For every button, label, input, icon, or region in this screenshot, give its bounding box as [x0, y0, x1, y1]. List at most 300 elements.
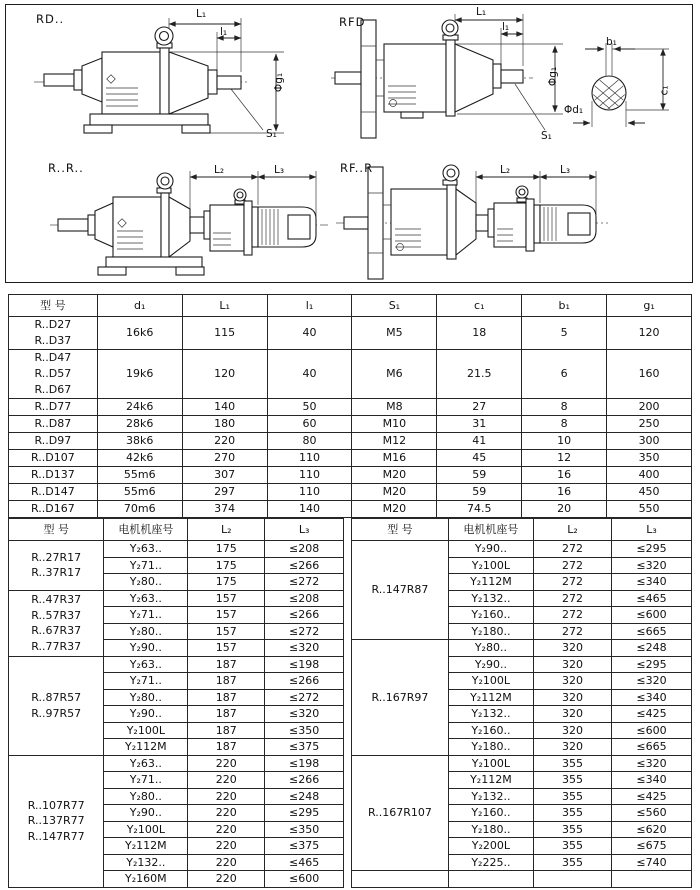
value-cell: 31: [437, 416, 522, 433]
value-cell: 270: [182, 450, 267, 467]
value-cell: 320: [533, 689, 611, 706]
value-cell: 40: [267, 317, 352, 350]
value-cell: ≤320: [265, 640, 344, 657]
value-cell: 115: [182, 317, 267, 350]
motor-table-left: [8, 518, 344, 888]
value-cell: Y₂100L: [448, 673, 533, 690]
value-cell: 355: [533, 788, 611, 805]
value-cell: 187: [188, 656, 265, 673]
rfd-dim-S1: S₁: [541, 130, 552, 142]
rd-dim-l1: l₁: [220, 26, 228, 38]
model-label: R..87R57: [31, 691, 82, 704]
value-cell: 320: [533, 739, 611, 756]
rfr-input-shaft: [344, 217, 368, 229]
column-header: L₂: [188, 519, 265, 541]
value-cell: ≤375: [265, 739, 344, 756]
value-cell: 55m6: [97, 484, 182, 501]
value-cell: 160: [607, 350, 692, 399]
model-cell: [9, 416, 98, 433]
model-cell: [9, 501, 98, 518]
rd-dim-g1: Φg₁: [273, 72, 286, 93]
shaft-section-circle: [592, 76, 626, 110]
value-cell: 140: [182, 399, 267, 416]
value-cell: ≤295: [612, 541, 692, 558]
table-row: [352, 640, 692, 657]
value-cell: Y₂200L: [448, 838, 533, 855]
value-cell: 157: [188, 590, 265, 607]
value-cell: Y₂90..: [104, 706, 188, 723]
value-cell: Y₂112M: [448, 574, 533, 591]
value-cell: [448, 871, 533, 888]
value-cell: Y₂71..: [104, 673, 188, 690]
value-cell: 70m6: [97, 501, 182, 518]
value-cell: 320: [533, 722, 611, 739]
value-cell: ≤665: [612, 623, 692, 640]
shaft-section-drawing: [561, 35, 691, 140]
value-cell: 272: [533, 607, 611, 624]
value-cell: Y₂100L: [448, 557, 533, 574]
table-row: [9, 399, 692, 416]
model-label: R..107R77: [27, 798, 85, 812]
column-header: l₁: [267, 295, 352, 317]
value-cell: 38k6: [97, 433, 182, 450]
value-cell: 120: [607, 317, 692, 350]
header-row: [9, 295, 692, 317]
value-cell: ≤340: [612, 772, 692, 789]
column-header: L₁: [182, 295, 267, 317]
value-cell: 175: [188, 557, 265, 574]
header-row: [9, 519, 344, 541]
value-cell: ≤272: [265, 623, 344, 640]
value-cell: Y₂132..: [448, 706, 533, 723]
value-cell: Y₂132..: [104, 854, 188, 871]
model-cell: [9, 350, 98, 399]
model-label: R..D27: [34, 318, 72, 331]
value-cell: ≤208: [265, 541, 344, 558]
value-cell: ≤675: [612, 838, 692, 855]
value-cell: Y₂112M: [448, 772, 533, 789]
value-cell: Y₂63..: [104, 656, 188, 673]
value-cell: Y₂160..: [448, 805, 533, 822]
table-row: [9, 350, 692, 399]
value-cell: ≤620: [612, 821, 692, 838]
rfd-gear-body: [384, 44, 446, 112]
table-row: [9, 317, 692, 350]
value-cell: ≤465: [612, 590, 692, 607]
value-cell: 175: [188, 574, 265, 591]
rfd-title: RFD: [339, 15, 366, 29]
value-cell: 16k6: [97, 317, 182, 350]
value-cell: ≤600: [265, 871, 344, 888]
value-cell: Y₂112M: [104, 838, 188, 855]
rfr-dim-L2: L₂: [500, 164, 511, 176]
value-cell: 74.5: [437, 501, 522, 518]
value-cell: ≤465: [265, 854, 344, 871]
value-cell: 157: [188, 640, 265, 657]
rr-second-gear-body: [210, 205, 244, 251]
value-cell: 18: [437, 317, 522, 350]
value-cell: Y₂132..: [448, 590, 533, 607]
table-row: [9, 484, 692, 501]
value-cell: 272: [533, 541, 611, 558]
motor-table-right: [351, 518, 692, 888]
value-cell: 40: [267, 350, 352, 399]
value-cell: 120: [182, 350, 267, 399]
value-cell: Y₂90..: [104, 640, 188, 657]
value-cell: 19k6: [97, 350, 182, 399]
value-cell: 80: [267, 433, 352, 450]
value-cell: 59: [437, 467, 522, 484]
model-label: R..47R37: [31, 593, 82, 606]
value-cell: ≤320: [612, 557, 692, 574]
value-cell: 187: [188, 722, 265, 739]
value-cell: M5: [352, 317, 437, 350]
value-cell: 320: [533, 656, 611, 673]
model-label: R..37R17: [31, 566, 82, 580]
value-cell: 12: [522, 450, 607, 467]
model-label: R..D37: [34, 334, 72, 347]
value-cell: ≤320: [612, 673, 692, 690]
value-cell: 21.5: [437, 350, 522, 399]
column-header: 电机机座号: [448, 519, 533, 541]
value-cell: 157: [188, 623, 265, 640]
model-cell: [352, 640, 449, 756]
model-cell: [352, 871, 449, 888]
section-dim-c1: c₁: [658, 85, 671, 96]
value-cell: Y₂80..: [104, 689, 188, 706]
value-cell: 5: [522, 317, 607, 350]
value-cell: 41: [437, 433, 522, 450]
value-cell: Y₂132..: [448, 788, 533, 805]
value-cell: 220: [188, 805, 265, 822]
column-header: d₁: [97, 295, 182, 317]
model-label: R..D77: [34, 400, 72, 413]
model-cell: [9, 399, 98, 416]
value-cell: Y₂180..: [448, 739, 533, 756]
rfr-second-gear-body: [494, 203, 526, 247]
rfr-gear-body: [391, 189, 447, 255]
value-cell: 24k6: [97, 399, 182, 416]
value-cell: ≤600: [612, 722, 692, 739]
model-cell: [9, 484, 98, 501]
value-cell: Y₂90..: [448, 656, 533, 673]
value-cell: 355: [533, 755, 611, 772]
value-cell: 355: [533, 821, 611, 838]
value-cell: Y₂112M: [448, 689, 533, 706]
model-cell: [9, 755, 104, 887]
value-cell: 272: [533, 590, 611, 607]
value-cell: 42k6: [97, 450, 182, 467]
rfd-dim-g1: Φg₁: [547, 66, 560, 87]
value-cell: 550: [607, 501, 692, 518]
table-row: [352, 871, 692, 888]
model-label: R..167R97: [371, 690, 429, 704]
value-cell: ≤425: [612, 788, 692, 805]
table-row: [9, 416, 692, 433]
rfd-dim-l1: l₁: [502, 21, 510, 33]
model-label: R..D107: [31, 451, 75, 464]
value-cell: ≤248: [265, 788, 344, 805]
model-cell: [352, 755, 449, 871]
value-cell: 220: [188, 755, 265, 772]
value-cell: ≤340: [612, 574, 692, 591]
model-cell: [9, 450, 98, 467]
column-header: 型 号: [352, 519, 449, 541]
model-label: R..D67: [34, 383, 72, 396]
value-cell: ≤740: [612, 854, 692, 871]
value-cell: M20: [352, 501, 437, 518]
value-cell: ≤340: [612, 689, 692, 706]
model-label: R..D147: [31, 485, 75, 498]
value-cell: ≤208: [265, 590, 344, 607]
value-cell: 272: [533, 557, 611, 574]
value-cell: Y₂80..: [448, 640, 533, 657]
value-cell: ≤295: [612, 656, 692, 673]
value-cell: M20: [352, 484, 437, 501]
column-header: b₁: [522, 295, 607, 317]
value-cell: Y₂80..: [104, 574, 188, 591]
value-cell: 272: [533, 623, 611, 640]
model-label: R..D167: [31, 502, 75, 515]
model-cell: [9, 317, 98, 350]
value-cell: ≤272: [265, 689, 344, 706]
value-cell: 220: [188, 772, 265, 789]
value-cell: ≤665: [612, 739, 692, 756]
model-label: R..137R77: [27, 814, 85, 828]
rfd-dim-L1: L₁: [476, 6, 487, 18]
value-cell: Y₂160M: [104, 871, 188, 888]
model-label: R..77R37: [31, 639, 82, 653]
value-cell: Y₂63..: [104, 590, 188, 607]
rfd-flange: [361, 20, 376, 138]
value-cell: 300: [607, 433, 692, 450]
column-header: L₂: [533, 519, 611, 541]
value-cell: 320: [533, 673, 611, 690]
rfr-title: RF..R: [340, 161, 374, 175]
model-cell: [9, 590, 104, 656]
value-cell: Y₂180..: [448, 623, 533, 640]
value-cell: 400: [607, 467, 692, 484]
value-cell: 110: [267, 484, 352, 501]
value-cell: 355: [533, 772, 611, 789]
rr-dim-L2: L₂: [214, 164, 225, 176]
value-cell: 187: [188, 739, 265, 756]
value-cell: ≤320: [612, 755, 692, 772]
rfr-dim-L3: L₃: [560, 164, 571, 176]
model-label: R..D137: [31, 468, 75, 481]
value-cell: Y₂100L: [448, 755, 533, 772]
table-row: [9, 656, 344, 673]
value-cell: 355: [533, 805, 611, 822]
value-cell: ≤560: [612, 805, 692, 822]
model-cell: [9, 467, 98, 484]
value-cell: 297: [182, 484, 267, 501]
value-cell: ≤266: [265, 607, 344, 624]
value-cell: ≤266: [265, 772, 344, 789]
column-header: 电机机座号: [104, 519, 188, 541]
value-cell: M6: [352, 350, 437, 399]
value-cell: Y₂90..: [104, 805, 188, 822]
model-label: R..D87: [34, 417, 72, 430]
value-cell: 157: [188, 607, 265, 624]
table-row: [9, 501, 692, 518]
model-label: R..97R57: [31, 706, 82, 720]
model-label: R..D97: [34, 434, 72, 447]
model-cell: [9, 541, 104, 591]
rr-dim-L3: L₃: [274, 164, 285, 176]
value-cell: 175: [188, 541, 265, 558]
value-cell: 320: [533, 706, 611, 723]
value-cell: ≤266: [265, 557, 344, 574]
value-cell: ≤425: [612, 706, 692, 723]
model-cell: [9, 433, 98, 450]
value-cell: 60: [267, 416, 352, 433]
model-label: R..67R37: [31, 624, 82, 637]
table-row: [352, 755, 692, 772]
value-cell: 110: [267, 450, 352, 467]
value-cell: ≤600: [612, 607, 692, 624]
value-cell: 350: [607, 450, 692, 467]
value-cell: ≤248: [612, 640, 692, 657]
value-cell: 110: [267, 467, 352, 484]
value-cell: 200: [607, 399, 692, 416]
rr-gear-body: [113, 197, 161, 257]
value-cell: 140: [267, 501, 352, 518]
value-cell: Y₂90..: [448, 541, 533, 558]
value-cell: Y₂63..: [104, 541, 188, 558]
value-cell: Y₂71..: [104, 607, 188, 624]
value-cell: 355: [533, 854, 611, 871]
value-cell: [533, 871, 611, 888]
value-cell: ≤198: [265, 755, 344, 772]
value-cell: Y₂71..: [104, 557, 188, 574]
value-cell: ≤266: [265, 673, 344, 690]
model-label: R..27R17: [31, 550, 82, 564]
value-cell: 220: [188, 821, 265, 838]
value-cell: Y₂100L: [104, 722, 188, 739]
model-label: R..167R107: [368, 806, 432, 819]
rd-dim-S1: S₁: [266, 128, 277, 140]
value-cell: ≤320: [265, 706, 344, 723]
value-cell: 187: [188, 706, 265, 723]
model-cell: [352, 541, 449, 640]
rfd-input-shaft: [335, 72, 361, 84]
value-cell: 374: [182, 501, 267, 518]
table-row: [9, 467, 692, 484]
model-cell: [9, 656, 104, 755]
value-cell: Y₂112M: [104, 739, 188, 756]
value-cell: 180: [182, 416, 267, 433]
value-cell: 28k6: [97, 416, 182, 433]
value-cell: 27: [437, 399, 522, 416]
rfr-drawing: [336, 155, 696, 281]
table-row: [9, 755, 344, 772]
value-cell: 187: [188, 673, 265, 690]
table-row: [9, 450, 692, 467]
value-cell: 355: [533, 838, 611, 855]
value-cell: Y₂63..: [104, 755, 188, 772]
value-cell: [612, 871, 692, 888]
value-cell: 55m6: [97, 467, 182, 484]
value-cell: 220: [188, 788, 265, 805]
value-cell: M16: [352, 450, 437, 467]
column-header: g₁: [607, 295, 692, 317]
rr-title: R..R..: [48, 161, 84, 175]
section-dim-d1: Φd₁: [564, 104, 584, 116]
value-cell: 220: [188, 871, 265, 888]
model-label: R..147R87: [371, 583, 429, 597]
value-cell: 45: [437, 450, 522, 467]
model-label: R..147R77: [27, 829, 85, 843]
rd-input-shaft: [44, 74, 74, 86]
rfr-flange: [368, 167, 383, 279]
value-cell: Y₂160..: [448, 607, 533, 624]
rr-input-shaft: [58, 219, 88, 231]
value-cell: ≤350: [265, 821, 344, 838]
table-row: [9, 433, 692, 450]
rfd-output-shaft: [501, 70, 523, 83]
value-cell: Y₂80..: [104, 788, 188, 805]
value-cell: 59: [437, 484, 522, 501]
value-cell: M12: [352, 433, 437, 450]
value-cell: ≤375: [265, 838, 344, 855]
shaft-dimension-table: [8, 294, 692, 518]
column-header: 型 号: [9, 519, 104, 541]
table-row: [352, 541, 692, 558]
column-header: 型 号: [9, 295, 98, 317]
value-cell: M8: [352, 399, 437, 416]
value-cell: 16: [522, 484, 607, 501]
diagram-panel: [5, 4, 693, 283]
rd-title: RD..: [36, 12, 65, 26]
value-cell: Y₂225..: [448, 854, 533, 871]
value-cell: 220: [188, 838, 265, 855]
header-row: [352, 519, 692, 541]
value-cell: 250: [607, 416, 692, 433]
value-cell: M10: [352, 416, 437, 433]
value-cell: 450: [607, 484, 692, 501]
model-label: R..D47: [34, 351, 72, 364]
value-cell: ≤198: [265, 656, 344, 673]
rd-dim-L1: L₁: [196, 8, 207, 20]
rd-output-shaft: [217, 76, 241, 89]
value-cell: 8: [522, 399, 607, 416]
value-cell: M20: [352, 467, 437, 484]
value-cell: 20: [522, 501, 607, 518]
value-cell: 272: [533, 574, 611, 591]
value-cell: 307: [182, 467, 267, 484]
column-header: c₁: [437, 295, 522, 317]
section-dim-b1: b₁: [606, 36, 617, 48]
value-cell: Y₂160..: [448, 722, 533, 739]
column-header: L₃: [612, 519, 692, 541]
value-cell: 50: [267, 399, 352, 416]
value-cell: Y₂180..: [448, 821, 533, 838]
value-cell: Y₂100L: [104, 821, 188, 838]
column-header: S₁: [352, 295, 437, 317]
value-cell: Y₂80..: [104, 623, 188, 640]
value-cell: 16: [522, 467, 607, 484]
value-cell: ≤350: [265, 722, 344, 739]
value-cell: Y₂71..: [104, 772, 188, 789]
value-cell: 6: [522, 350, 607, 399]
table-row: [9, 541, 344, 558]
value-cell: 10: [522, 433, 607, 450]
value-cell: ≤272: [265, 574, 344, 591]
value-cell: 8: [522, 416, 607, 433]
value-cell: 220: [188, 854, 265, 871]
column-header: L₃: [265, 519, 344, 541]
